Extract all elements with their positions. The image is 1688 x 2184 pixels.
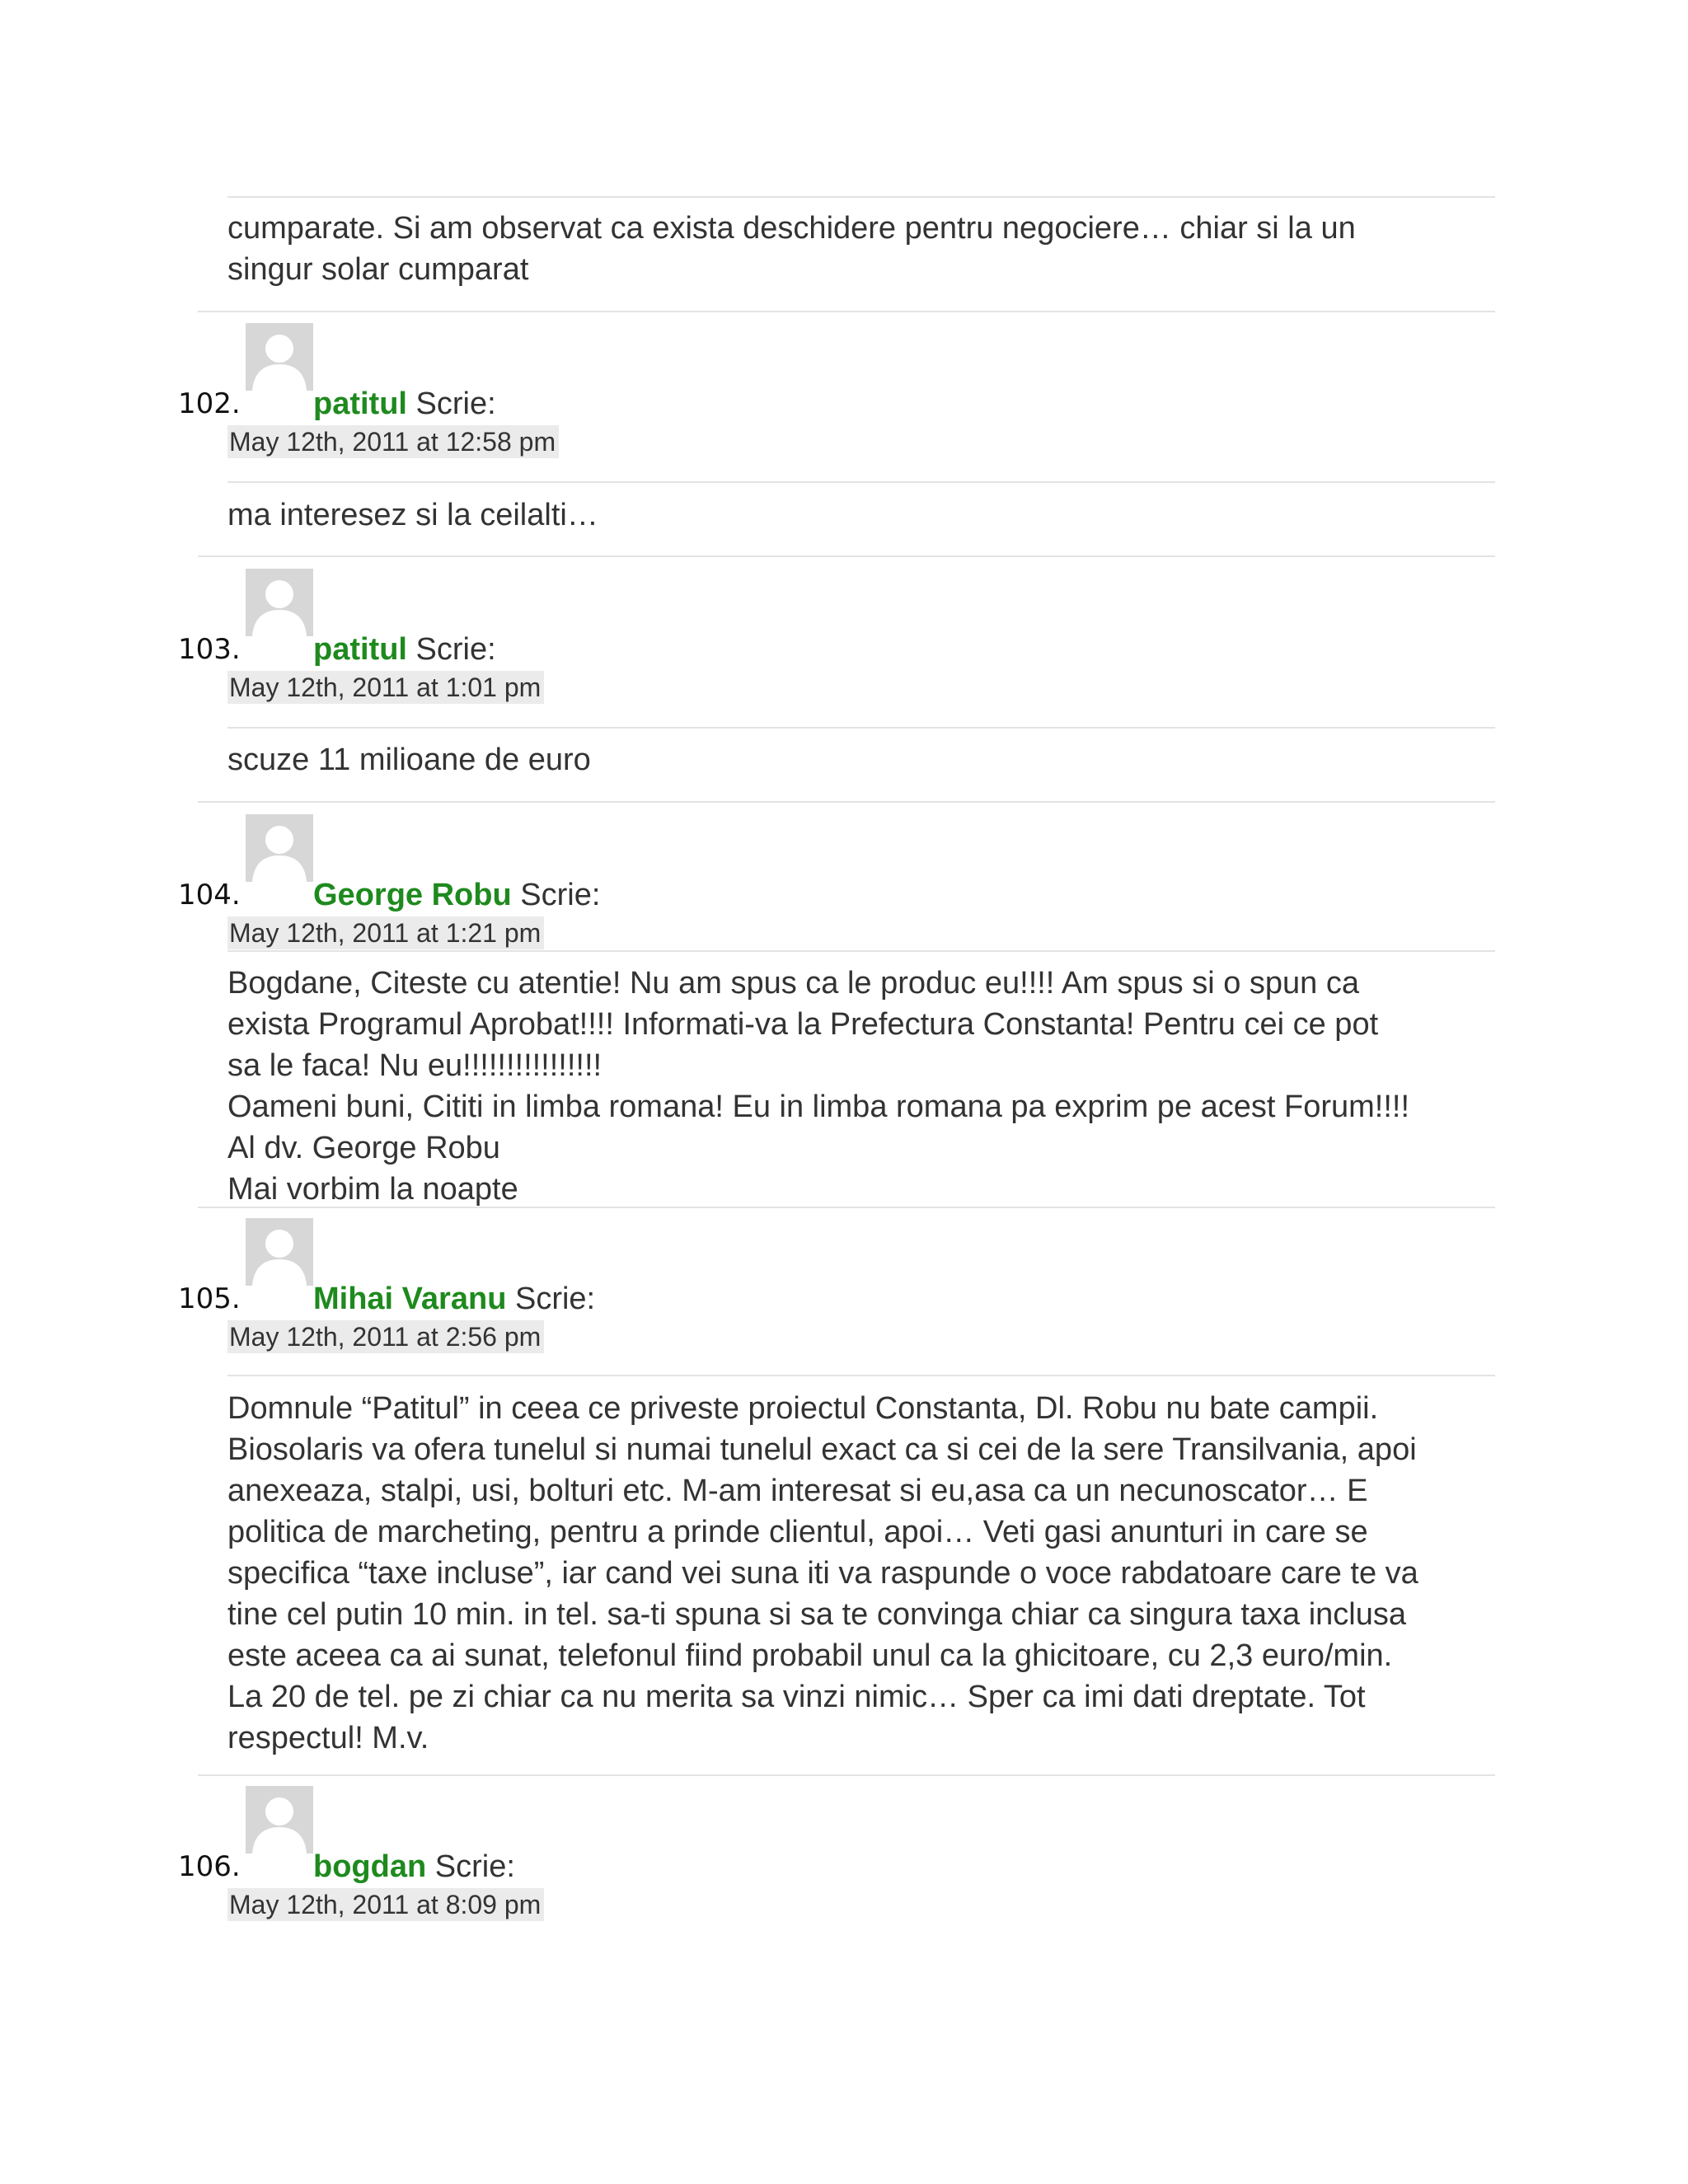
scrie-label: Scrie: [415, 387, 496, 421]
divider [198, 311, 1495, 312]
comment-text: ma interesez si la ceilalti… [227, 498, 598, 532]
comment-date-link[interactable]: May 12th, 2011 at 1:01 pm [227, 671, 544, 704]
author-line [313, 1849, 515, 1885]
comment-text: Bogdane, Citeste cu atentie! Nu am spus ca le produc eu!!!! Am spus si o spun ca exista Programul Aprobat!!!! Informati-va la Prefectura Constanta! Pentru cei ce pot sa le faca! Nu eu!!!!!!!!!!!!!!!! Oameni buni, Cititi in limba romana! Eu in limba romana pa exprim pe acest Forum!!!! Al dv. George Robu Mai vorbim la noapte [227, 966, 1410, 1207]
author-line [313, 631, 496, 668]
divider [198, 801, 1495, 803]
scrie-label: Scrie: [415, 632, 496, 667]
avatar [246, 323, 313, 391]
divider [198, 1207, 1495, 1208]
author-link[interactable]: Mihai Varanu [313, 1282, 507, 1316]
divider [227, 727, 1495, 729]
author-link[interactable]: bogdan [313, 1849, 427, 1884]
author-link[interactable]: patitul [313, 387, 407, 421]
user-silhouette-icon [246, 814, 313, 882]
divider [227, 196, 1495, 198]
scrie-label: Scrie: [520, 878, 601, 912]
avatar [246, 814, 313, 882]
comment-text: Domnule “Patitul” in ceea ce priveste proiectul Constanta, Dl. Robu nu bate campii. Biosolaris va ofera tunelul si numai tunelul exact ca si cei de la sere Transilvania, apoi anexeaza, stalpi, usi, bolturi etc. M-am interesat si eu,asa ca un necunoscator… E politica de marcheting, pentru a prinde clientul, apoi… Veti gasi anunturi in care se specifica “taxe incluse”, iar cand vei suna iti va raspunde o voce rabdatoare care te va tine cel putin 10 min. in tel. sa-ti spuna si sa te convinga chiar ca singura taxa inclusa este aceea ca ai sunat, telefonul fiind probabil unul ca la ghicitoare, cu 2,3 euro/min. La 20 de tel. pe zi chiar ca nu merita sa vinzi nimic… Sper ca imi dati dreptate. Tot respectul! M.v. [227, 1391, 1418, 1755]
divider [198, 555, 1495, 557]
comment-date-link[interactable]: May 12th, 2011 at 1:21 pm [227, 916, 544, 949]
avatar [246, 569, 313, 636]
user-silhouette-icon [246, 1218, 313, 1286]
comment-text: scuze 11 milioane de euro [227, 743, 591, 777]
comment-date-link[interactable]: May 12th, 2011 at 12:58 pm [227, 425, 559, 458]
divider [227, 481, 1495, 483]
comment-number: 106. [178, 1850, 241, 1883]
user-silhouette-icon [246, 323, 313, 391]
user-silhouette-icon [246, 569, 313, 636]
author-line [313, 386, 496, 422]
divider [198, 1774, 1495, 1776]
comment-number: 104. [178, 879, 241, 912]
comment-number: 103. [178, 633, 241, 666]
comment-number: 102. [178, 387, 241, 420]
author-line [313, 877, 600, 913]
comment-number: 105. [178, 1282, 241, 1315]
author-link[interactable]: patitul [313, 632, 407, 667]
avatar [246, 1786, 313, 1854]
comment-text-continued: cumparate. Si am observat ca exista deschidere pentru negociere… chiar si la un singur solar cumparat [227, 211, 1356, 287]
scrie-label: Scrie: [434, 1849, 515, 1884]
author-link[interactable]: George Robu [313, 878, 512, 912]
avatar [246, 1218, 313, 1286]
author-line [313, 1281, 595, 1317]
comment-date-link[interactable]: May 12th, 2011 at 2:56 pm [227, 1320, 544, 1353]
scrie-label: Scrie: [514, 1282, 596, 1316]
user-silhouette-icon [246, 1786, 313, 1854]
divider [227, 950, 1495, 952]
comment-date-link[interactable]: May 12th, 2011 at 8:09 pm [227, 1888, 544, 1921]
divider [227, 1375, 1495, 1376]
